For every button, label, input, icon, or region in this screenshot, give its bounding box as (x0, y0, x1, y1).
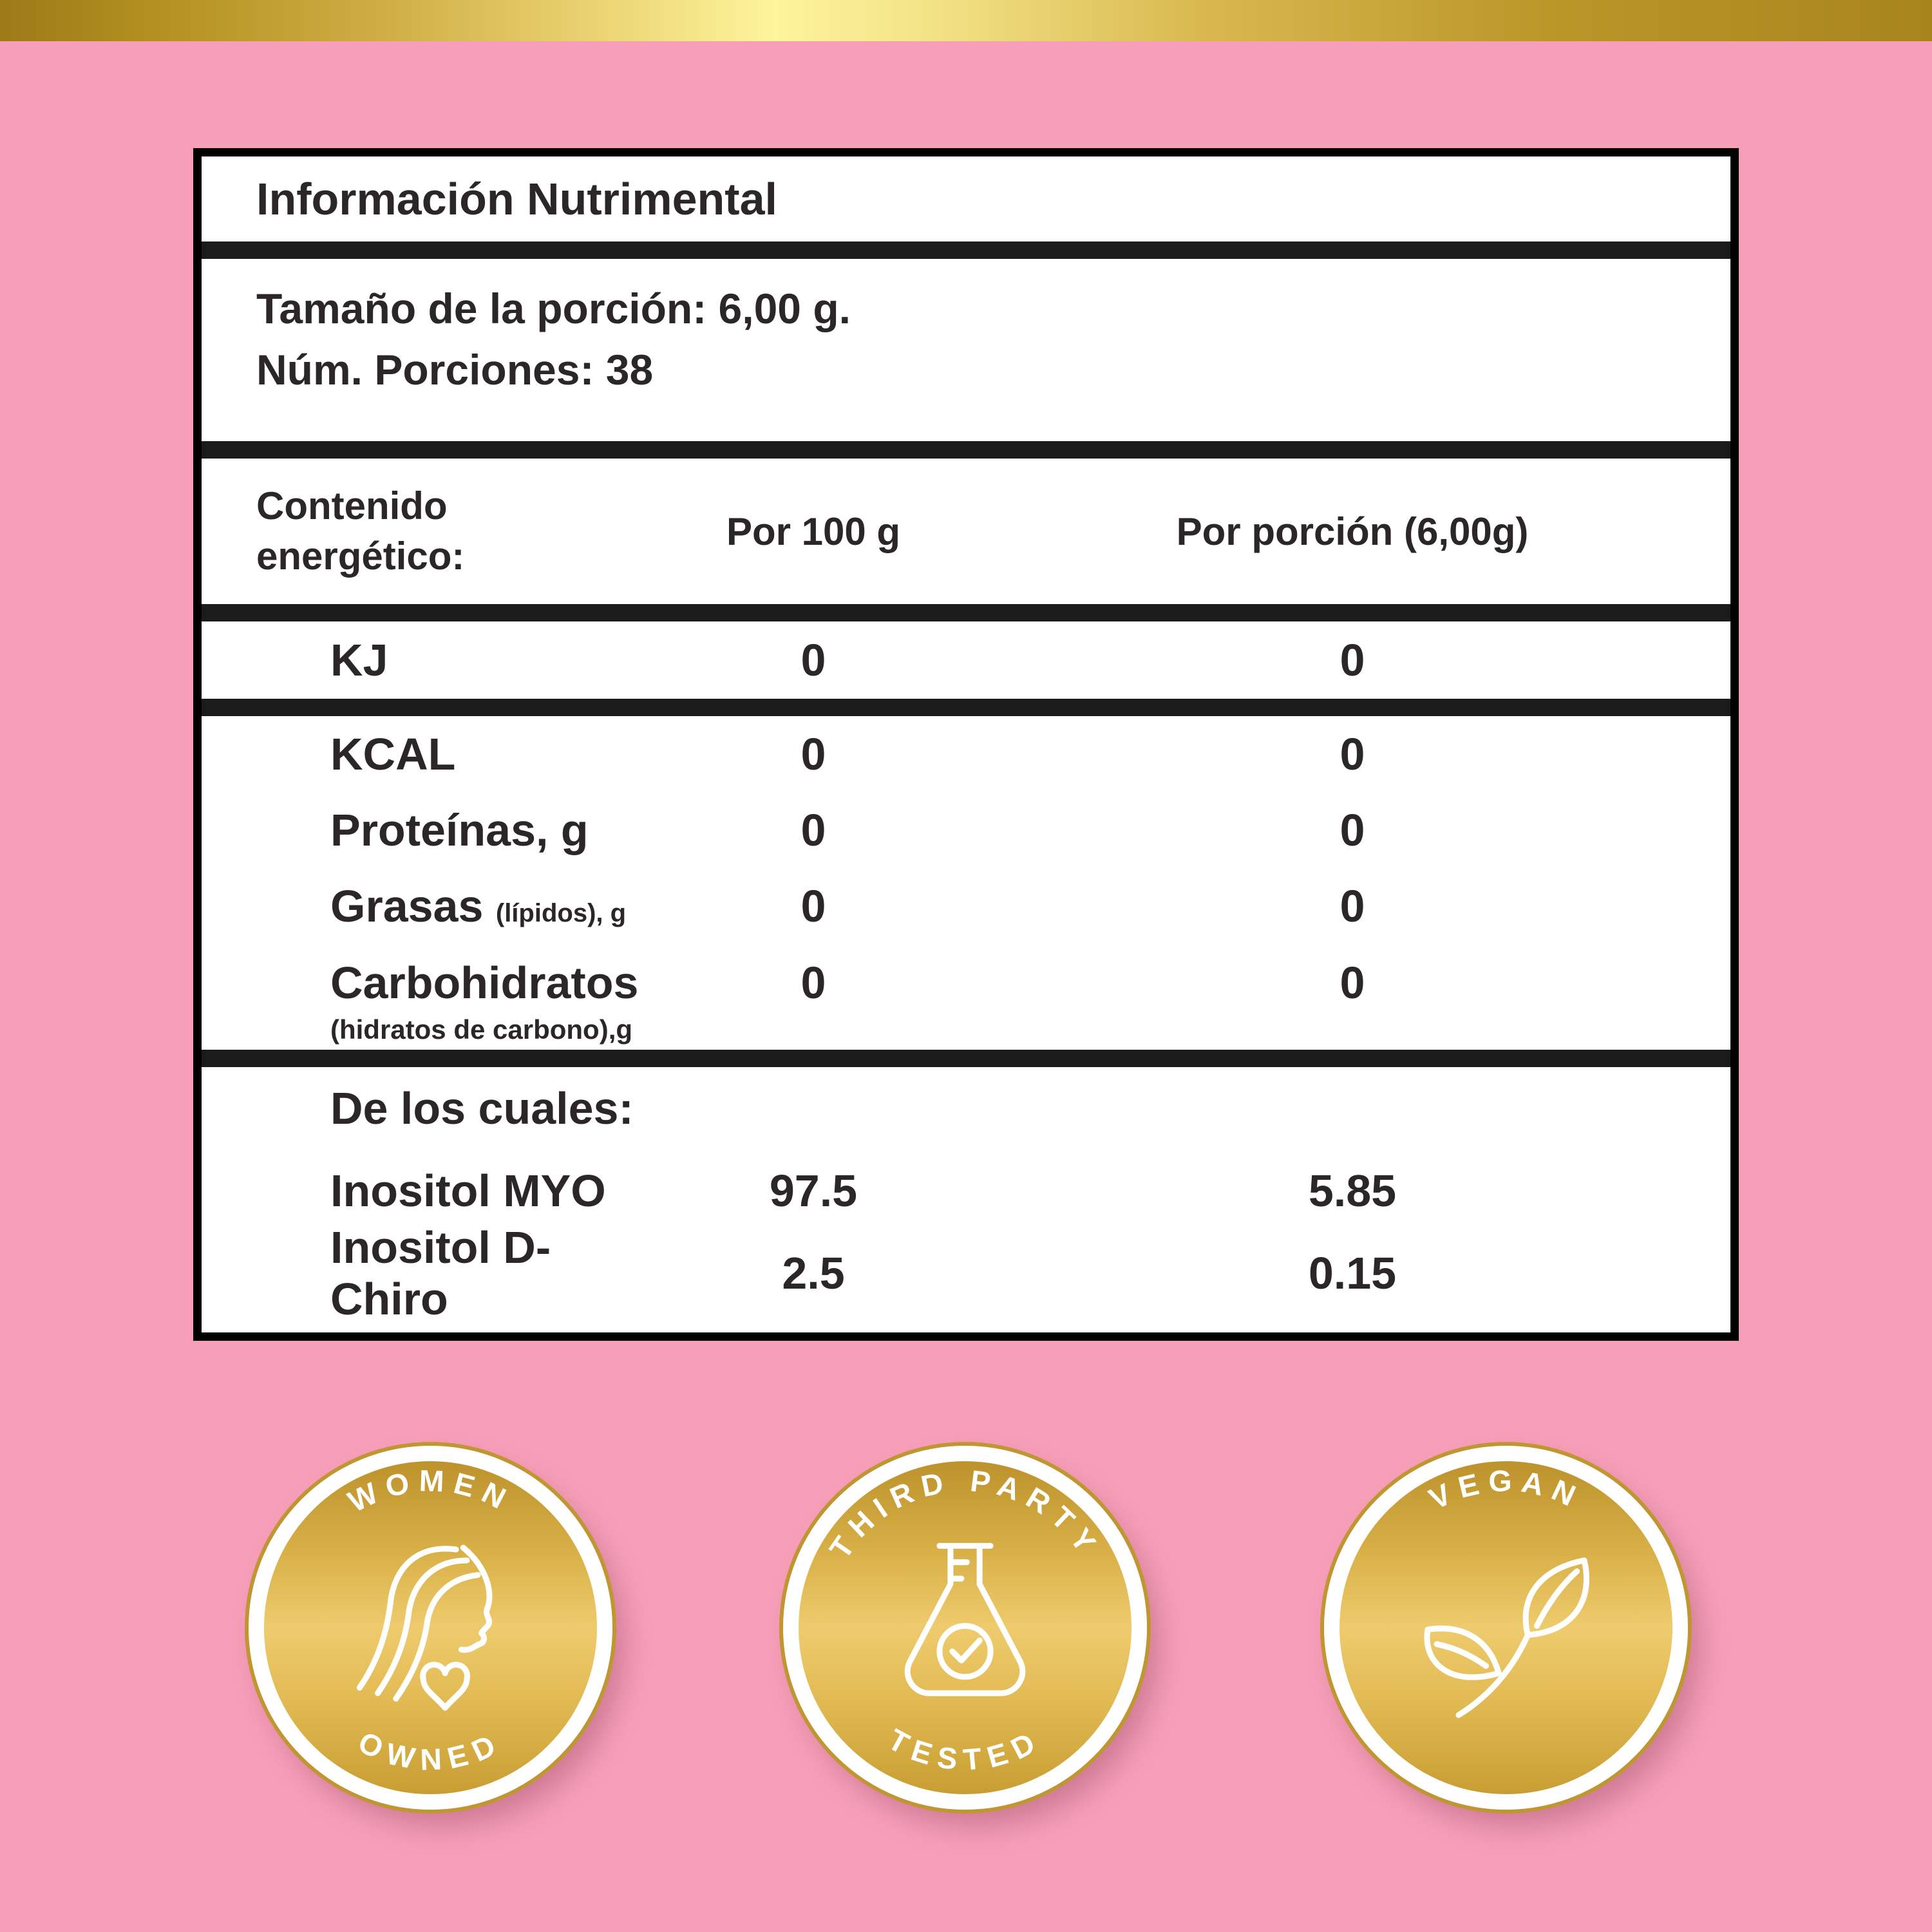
col-header-per100g: Por 100 g (726, 509, 901, 553)
macro-rows-block (202, 716, 1730, 1050)
nutrition-facts-table (193, 148, 1739, 1341)
row-label: KJ (330, 635, 388, 685)
row-label (202, 951, 652, 1045)
table-row-proteins (202, 792, 1730, 868)
svg-text:VEGAN (1424, 1464, 1588, 1516)
badge-arc-top-text: VEGAN (1424, 1464, 1588, 1516)
row-value-perserving: 5.85 (1308, 1166, 1397, 1216)
woman-profile-icon (359, 1548, 489, 1708)
serving-size-text: Tamaño de la porción: 6,00 g. (256, 285, 851, 332)
row-value-per100g: 0 (800, 729, 826, 779)
badge-arc-top-text: THIRD PARTY (822, 1464, 1108, 1565)
row-label-note: (hidratos de carbono),g (330, 1014, 633, 1045)
row-label-main: Grasas (330, 881, 484, 931)
badge-arc-bottom-text: TESTED (882, 1722, 1048, 1777)
row-value-per100g: 0 (800, 958, 826, 1008)
table-row-inositol-myo (202, 1150, 1730, 1232)
row-label (202, 880, 652, 932)
row-value-per100g: 0 (800, 635, 826, 685)
svg-text:TESTED (883, 1722, 1048, 1776)
table-row-kcal (202, 716, 1730, 792)
badge-artwork (249, 1446, 612, 1810)
row-label-note: (lípidos), g (495, 899, 627, 927)
breakdown-section (202, 1067, 1730, 1332)
serving-info-row (202, 259, 1730, 441)
row-value-perserving: 0 (1340, 805, 1365, 855)
table-row-inositol-dchiro (202, 1222, 1730, 1324)
row-value-perserving: 0 (1340, 958, 1365, 1008)
divider (202, 699, 1730, 716)
badge-artwork (783, 1446, 1147, 1810)
badge-arc-top-text: WOMEN (343, 1463, 519, 1519)
row-value-perserving: 0 (1340, 635, 1365, 685)
flask-check-icon (907, 1546, 1023, 1693)
col-header-energy: Contenido energético: (256, 484, 465, 578)
row-value-perserving: 0 (1340, 729, 1365, 779)
row-value-per100g: 97.5 (769, 1166, 858, 1216)
badge-third-party-tested (783, 1446, 1147, 1810)
table-row-carbs (202, 944, 1730, 1050)
row-value-per100g: 0 (800, 805, 826, 855)
row-value-per100g: 2.5 (782, 1248, 845, 1298)
table-title: Información Nutrimental (256, 174, 777, 224)
table-title-row (202, 156, 1730, 242)
servings-count-text: Núm. Porciones: 38 (256, 346, 654, 393)
row-value-perserving: 0 (1340, 881, 1365, 931)
column-header-row (202, 459, 1730, 604)
row-label-main: Carbohidratos (330, 958, 639, 1008)
breakdown-title: De los cuales: (330, 1083, 634, 1133)
svg-text:THIRD PARTY (823, 1464, 1107, 1565)
row-value-perserving: 0.15 (1308, 1248, 1397, 1298)
svg-text:WOMEN (343, 1464, 519, 1519)
row-label: Inositol MYO (330, 1166, 606, 1216)
divider (202, 604, 1730, 621)
gold-top-bar (0, 0, 1932, 41)
badge-arc-bottom-text: OWNED (353, 1725, 508, 1777)
svg-text:OWNED (354, 1725, 508, 1777)
divider (202, 441, 1730, 459)
badge-artwork (1324, 1446, 1688, 1810)
row-label: Proteínas, g (330, 805, 589, 855)
leaf-sprout-icon (1427, 1560, 1587, 1715)
breakdown-title-row (202, 1067, 1730, 1150)
row-value-per100g: 0 (800, 881, 826, 931)
badge-women-owned (249, 1446, 612, 1810)
col-header-perserving: Por porción (6,00g) (1176, 509, 1529, 553)
divider (202, 242, 1730, 259)
row-label: KCAL (330, 729, 456, 779)
table-row-kj (202, 621, 1730, 699)
row-label: Inositol D-Chiro (330, 1222, 551, 1324)
badge-vegan (1324, 1446, 1688, 1810)
table-row-fats (202, 868, 1730, 944)
divider (202, 1050, 1730, 1067)
